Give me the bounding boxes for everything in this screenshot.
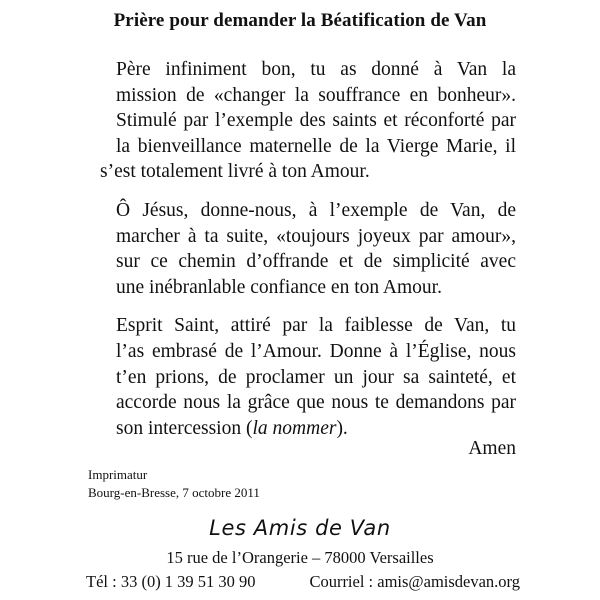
prayer-line-text: son intercession ( bbox=[116, 417, 253, 439]
prayer-line: t’en prions, de proclamer un jour sa sainteté, et bbox=[116, 366, 516, 388]
phone-number: Tél : 33 (0) 1 39 51 30 90 bbox=[86, 572, 256, 591]
prayer-line: accorde nous la grâce que nous te demandons par bbox=[116, 392, 516, 414]
association-address: 15 rue de l’Orangerie – 78000 Versailles bbox=[166, 548, 434, 567]
prayer-paragraph-2 bbox=[86, 198, 516, 300]
imprimatur-block bbox=[88, 466, 260, 502]
prayer-line: Stimulé par l’exemple des saints et réconforté par bbox=[116, 110, 516, 132]
prayer-line: l’as embrasé de l’Amour. Donne à l’Église, nous bbox=[116, 340, 516, 362]
prayer-title: Prière pour demander la Béatification de Van bbox=[113, 10, 487, 31]
imprimatur-place-date: Bourg-en-Bresse, 7 octobre 2011 bbox=[88, 485, 260, 500]
email-address: Courriel : amis@amisdevan.org bbox=[309, 572, 520, 591]
prayer-paragraph-3 bbox=[86, 313, 516, 441]
prayer-line: Père infiniment bon, tu as donné à Van la bbox=[116, 59, 516, 80]
prayer-line: la bienveillance maternelle de la Vierge Marie, il bbox=[116, 135, 516, 157]
prayer-line: Esprit Saint, attiré par la faiblesse de Van, tu bbox=[116, 315, 516, 337]
prayer-line: mission de «changer la souffrance en bonheur». bbox=[116, 84, 516, 106]
prayer-line: sur ce chemin d’offrande et de simplicité avec bbox=[116, 251, 516, 273]
prayer-line: Ô Jésus, donne-nous, à l’exemple de Van, de bbox=[116, 199, 516, 221]
association-name: Les Amis de Van bbox=[209, 516, 391, 540]
prayer-intention-placeholder: la nommer bbox=[252, 417, 337, 439]
imprimatur-label: Imprimatur bbox=[88, 467, 148, 482]
prayer-body bbox=[86, 57, 516, 454]
amen-text: Amen bbox=[468, 438, 516, 459]
prayer-line: s’est totalement livré à ton Amour. bbox=[100, 161, 370, 183]
contact-line bbox=[86, 572, 520, 592]
prayer-line-text: ). bbox=[336, 417, 348, 439]
prayer-line: une inébranlable confiance en ton Amour. bbox=[116, 276, 442, 298]
prayer-paragraph-1 bbox=[86, 57, 516, 185]
prayer-line: marcher à ta suite, «toujours joyeux par amour», bbox=[116, 225, 516, 247]
